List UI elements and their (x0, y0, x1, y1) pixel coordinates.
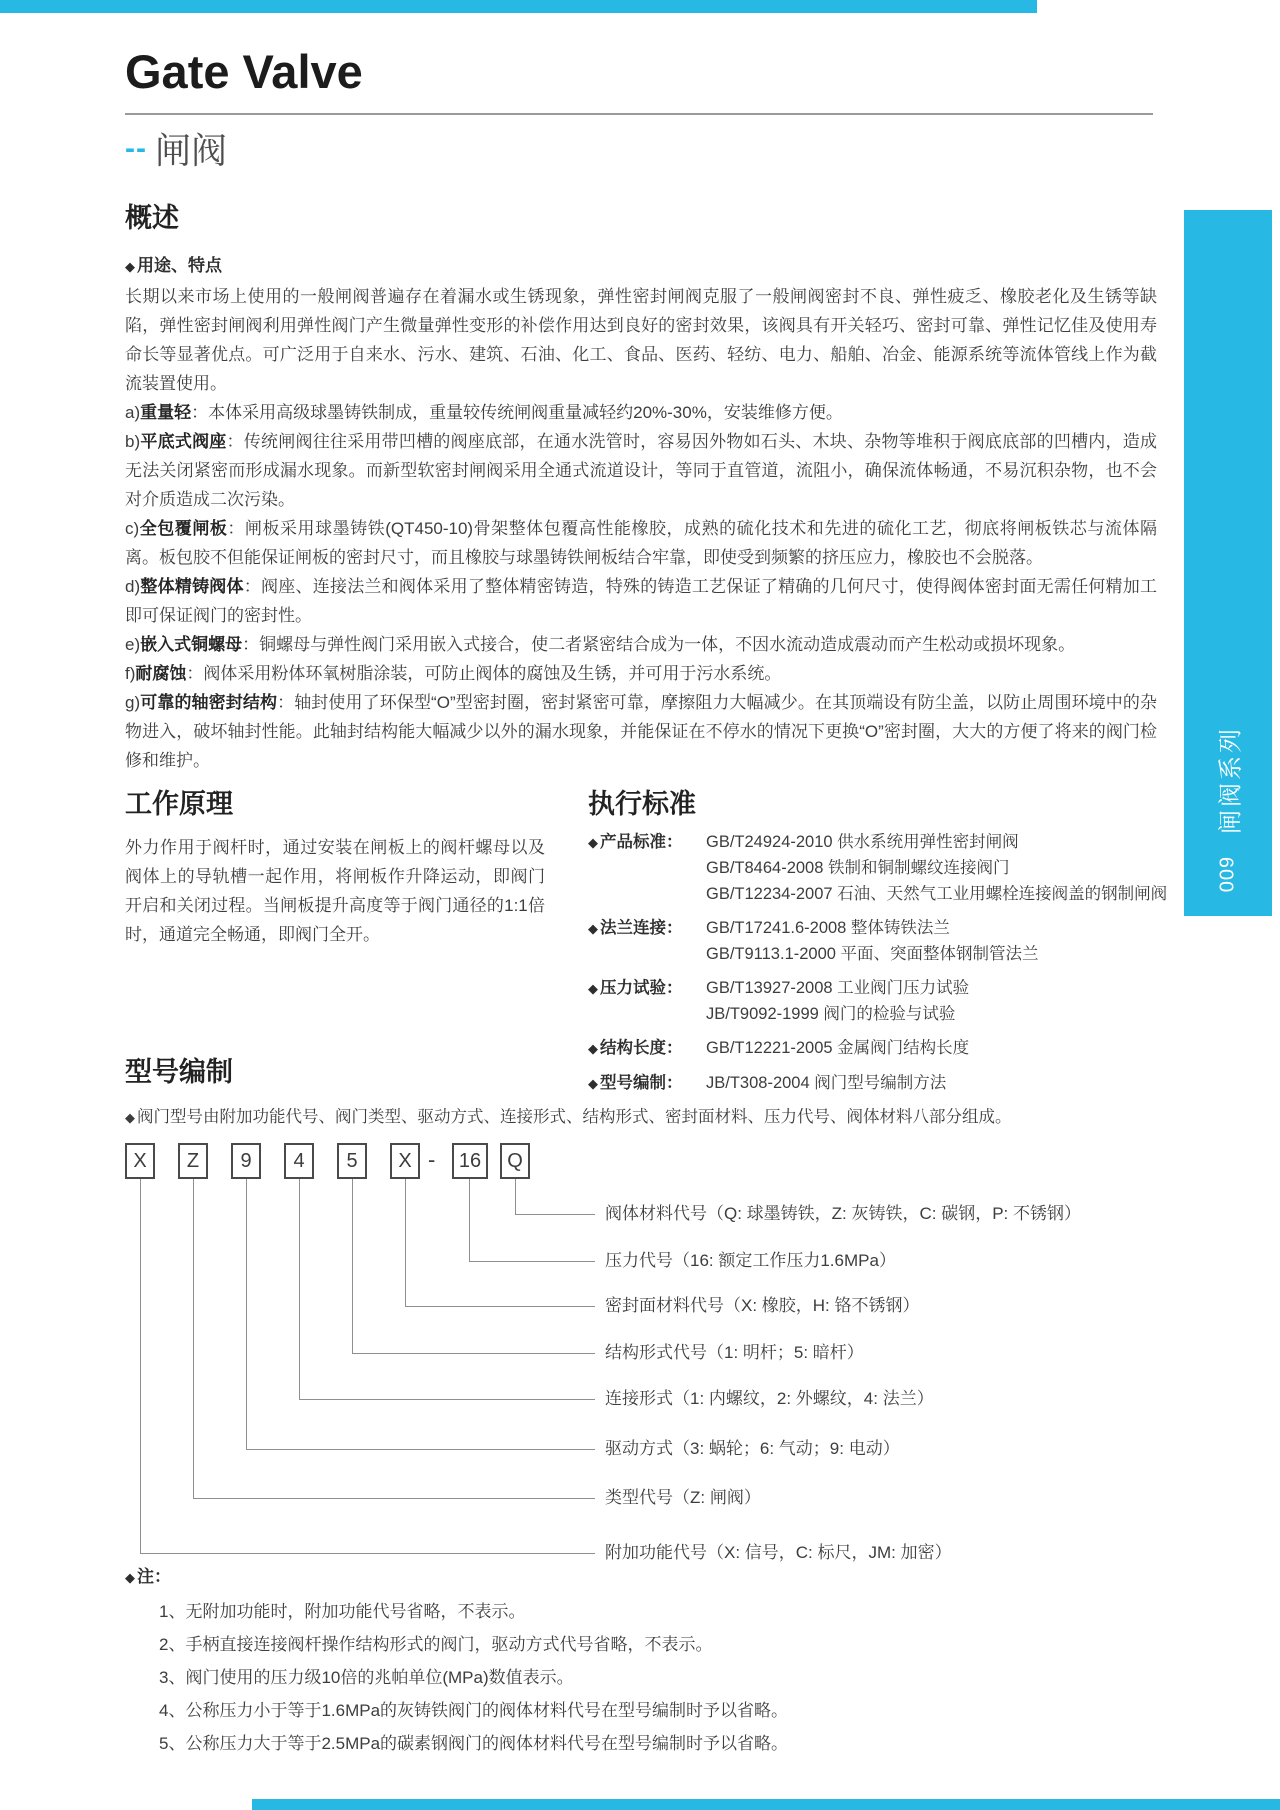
standard-lines (706, 829, 1168, 907)
section-overview (125, 196, 1157, 775)
standard-label-text: 法兰连接： (600, 919, 683, 937)
feature-lead: 嵌入式铜螺母 (140, 635, 243, 654)
standard-group-flange (588, 915, 1168, 967)
standard-group-pressure-test (588, 975, 1168, 1027)
overview-intro: 长期以来市场上使用的一般闸阀普遍存在着漏水或生锈现象，弹性密封闸阀克服了一般闸阀密封不良、弹性疲乏、橡胶老化及生锈等缺陷，弹性密封闸阀利用弹性阀门产生微量弹性变形的补偿作用达到良好的密封效果，该阀具有开关轻巧、密封可靠、弹性记忆佳及使用寿命长等显著优点。可广泛用于自来水、污水、建筑、石油、化工、食品、医药、轻纺、电力、船舶、冶金、能源系统等流体管线上作为截流装置使用。 (125, 287, 1157, 393)
code-separator-dash: - (428, 1147, 436, 1172)
note-item: 3、阀门使用的压力级10倍的兆帕单位(MPa)数值表示。 (159, 1668, 574, 1687)
feature-item-a (125, 398, 1157, 427)
code-box-body-material: Q (500, 1143, 530, 1179)
note-item: 2、手柄直接连接阀杆操作结构形式的阀门，驱动方式代号省略，不表示。 (159, 1635, 713, 1654)
diagram-label-structure: 结构形式代号（1: 明杆；5: 暗杆） (605, 1343, 864, 1362)
feature-item-e (125, 630, 1157, 659)
diamond-bullet-icon: ◆ (125, 259, 135, 274)
connector-line (193, 1498, 595, 1499)
standard-line: GB/T17241.6-2008 整体铸铁法兰 (706, 919, 950, 937)
feature-text: ：阀体采用粉体环氧树脂涂装，可防止阀体的腐蚀及生锈，并可用于污水系统。 (186, 664, 782, 683)
note-item: 1、无附加功能时，附加功能代号省略，不表示。 (159, 1602, 526, 1621)
connector-line (405, 1179, 406, 1306)
connector-line (515, 1179, 516, 1214)
diamond-bullet-icon: ◆ (588, 921, 598, 936)
page-number: 009 (1216, 855, 1239, 893)
feature-letter: c) (125, 519, 140, 538)
standard-line: JB/T308-2004 阀门型号编制方法 (706, 1074, 947, 1092)
diagram-label-type: 类型代号（Z: 闸阀） (605, 1488, 761, 1507)
feature-lead: 可靠的轴密封结构 (140, 693, 278, 712)
standard-lines (706, 975, 1168, 1027)
feature-lead: 平底式阀座 (140, 432, 227, 451)
feature-lead: 整体精铸阀体 (140, 577, 244, 596)
notes-list (159, 1595, 1155, 1760)
model-intro (125, 1103, 1185, 1127)
connector-line (352, 1353, 595, 1354)
standards-heading: 执行标准 (588, 789, 696, 819)
feature-lead: 耐腐蚀 (135, 664, 187, 683)
connector-line (140, 1553, 595, 1554)
standard-line: GB/T9113.1-2000 平面、突面整体钢制管法兰 (706, 945, 1039, 963)
standard-label-text: 型号编制： (600, 1074, 683, 1092)
standard-line: GB/T13927-2008 工业阀门压力试验 (706, 979, 970, 997)
feature-letter: e) (125, 635, 141, 654)
connector-line (352, 1179, 353, 1353)
subtitle-dash-icon: -- (125, 131, 147, 165)
standard-lines (706, 915, 1168, 967)
diamond-bullet-icon: ◆ (588, 1076, 598, 1091)
overview-subheading (125, 251, 1157, 276)
code-box-type: Z (178, 1143, 208, 1179)
connector-line (246, 1449, 595, 1450)
feature-text: ：闸板采用球墨铸铁(QT450-10)骨架整体包覆高性能橡胶，成熟的硫化技术和先进的硫化工艺，彻底将闸板铁芯与流体隔离。板包胶不但能保证闸板的密封尺寸，而且橡胶与球墨铸铁闸板结合牢靠，即使受到频繁的挤压应力，橡胶也不会脱落。 (125, 519, 1157, 567)
connector-line (246, 1179, 247, 1449)
connector-line (515, 1214, 595, 1215)
code-box-connection: 4 (284, 1143, 314, 1179)
diamond-bullet-icon: ◆ (125, 1570, 135, 1585)
model-intro-text: 阀门型号由附加功能代号、阀门类型、驱动方式、连接形式、结构形式、密封面材料、压力代号、阀体材料八部分组成。 (137, 1108, 1012, 1126)
principle-heading: 工作原理 (125, 789, 233, 819)
connector-line (405, 1306, 595, 1307)
feature-item-b (125, 427, 1157, 514)
section-working-principle (125, 782, 545, 949)
code-box-seal-material: X (390, 1143, 420, 1179)
feature-letter: a) (125, 403, 141, 422)
feature-item-c (125, 514, 1157, 572)
model-heading: 型号编制 (125, 1057, 233, 1087)
feature-letter: b) (125, 432, 141, 451)
notes-heading-text: 注： (137, 1567, 171, 1586)
connector-line (299, 1399, 595, 1400)
bottom-accent-bar (252, 1799, 1280, 1810)
diamond-bullet-icon: ◆ (588, 835, 598, 850)
diagram-label-drive: 驱动方式（3: 蜗轮；6: 气动；9: 电动） (605, 1439, 900, 1458)
feature-lead: 全包覆闸板 (139, 519, 228, 538)
diagram-label-body-material: 阀体材料代号（Q: 球墨铸铁，Z: 灰铸铁，C: 碳钢，P: 不锈钢） (605, 1204, 1082, 1223)
series-side-tab (1184, 210, 1272, 916)
standard-line: GB/T12234-2007 石油、天然气工业用螺栓连接阀盖的钢制闸阀 (706, 885, 1168, 903)
diagram-label-additional-function: 附加功能代号（X: 信号，C: 标尺，JM: 加密） (605, 1543, 952, 1562)
page-subtitle: 闸阀 (154, 130, 227, 171)
diagram-label-seal-material: 密封面材料代号（X: 橡胶，H: 铬不锈钢） (605, 1296, 920, 1315)
diagram-label-pressure: 压力代号（16: 额定工作压力1.6MPa） (605, 1251, 896, 1270)
standard-group-product (588, 829, 1168, 907)
section-notes (125, 1562, 1155, 1760)
top-accent-bar (0, 0, 1037, 13)
feature-text: ：传统闸阀往往采用带凹槽的阀座底部，在通水洗管时，容易因外物如石头、木块、杂物等堆积于阀底底部的凹槽内，造成无法关闭紧密而形成漏水现象。而新型软密封闸阀采用全通式流道设计，等同于直管道，流阻小，确保流体畅通，不易沉积杂物，也不会对介质造成二次污染。 (125, 432, 1158, 509)
code-box-drive: 9 (231, 1143, 261, 1179)
standard-line: JB/T9092-1999 阀门的检验与试验 (706, 1005, 956, 1023)
connector-line (469, 1179, 470, 1261)
notes-heading (125, 1562, 1155, 1587)
feature-item-f (125, 659, 1157, 688)
section-model-numbering (125, 1050, 1185, 1588)
note-item: 5、公称压力大于等于2.5MPa的碳素钢阀门的阀体材料代号在型号编制时予以省略。 (159, 1734, 789, 1753)
feature-lead: 重量轻 (140, 403, 192, 422)
standard-label-text: 压力试验： (600, 979, 683, 997)
connector-line (193, 1179, 194, 1498)
standard-label (588, 915, 706, 967)
principle-text: 外力作用于阀杆时，通过安装在闸板上的阀杆螺母以及阀体上的导轨槽一起作用，将闸板作升降运动，即阀门开启和关闭过程。当闸板提升高度等于阀门通径的1:1倍时，通道完全畅通，即阀门全开。 (125, 838, 545, 944)
standard-line: GB/T12221-2005 金属阀门结构长度 (706, 1039, 970, 1057)
feature-letter: g) (125, 693, 141, 712)
model-code-diagram (125, 1143, 1185, 1588)
code-box-structure: 5 (337, 1143, 367, 1179)
feature-letter: d) (125, 577, 141, 596)
diagram-label-connection: 连接形式（1: 内螺纹，2: 外螺纹，4: 法兰） (605, 1389, 934, 1408)
overview-heading: 概述 (125, 203, 179, 233)
title-divider (125, 113, 1153, 115)
connector-line (299, 1179, 300, 1399)
feature-text: ：阀座、连接法兰和阀体采用了整体精密铸造，特殊的铸造工艺保证了精确的几何尺寸，使得阀体密封面无需任何精加工即可保证阀门的密封性。 (125, 577, 1158, 625)
page-title: Gate Valve (125, 45, 363, 98)
connector-line (469, 1261, 595, 1262)
feature-item-g (125, 688, 1157, 775)
standard-label-text: 结构长度： (600, 1039, 683, 1057)
standard-label (588, 829, 706, 907)
standard-label-text: 产品标准： (600, 833, 683, 851)
feature-text: ：铜螺母与弹性阀门采用嵌入式接合，使二者紧密结合成为一体，不因水流动造成震动而产生松动或损坏现象。 (242, 635, 1076, 654)
code-box-pressure: 16 (452, 1143, 488, 1179)
feature-item-d (125, 572, 1157, 630)
code-box-additional-function: X (125, 1143, 155, 1179)
feature-letter: f) (125, 664, 136, 683)
overview-subheading-text: 用途、特点 (137, 256, 222, 275)
standard-label (588, 975, 706, 1027)
diamond-bullet-icon: ◆ (588, 1041, 598, 1056)
series-tab-label: 闸阀系列 (1217, 726, 1245, 834)
standard-line: GB/T24924-2010 供水系统用弹性密封闸阀 (706, 833, 1019, 851)
standard-line: GB/T8464-2008 铁制和铜制螺纹连接阀门 (706, 859, 1010, 877)
diamond-bullet-icon: ◆ (125, 1110, 135, 1125)
feature-text: ：本体采用高级球墨铸铁制成，重量较传统闸阀重量减轻约20%-30%，安装维修方便。 (191, 403, 843, 422)
note-item: 4、公称压力小于等于1.6MPa的灰铸铁阀门的阀体材料代号在型号编制时予以省略。 (159, 1701, 789, 1720)
diamond-bullet-icon: ◆ (588, 981, 598, 996)
feature-text: ：轴封使用了环保型“O”型密封圈，密封紧密可靠，摩擦阻力大幅减少。在其顶端设有防尘盖，以防止周围环境中的杂物进入，破坏轴封性能。此轴封结构能大幅减少以外的漏水现象，并能保证在不停水的情况下更换“O”密封圈，大大的方便了将来的阀门检修和维护。 (125, 693, 1157, 770)
connector-line (140, 1179, 141, 1553)
page-subtitle-row (125, 123, 1155, 174)
page-header (125, 44, 1155, 174)
